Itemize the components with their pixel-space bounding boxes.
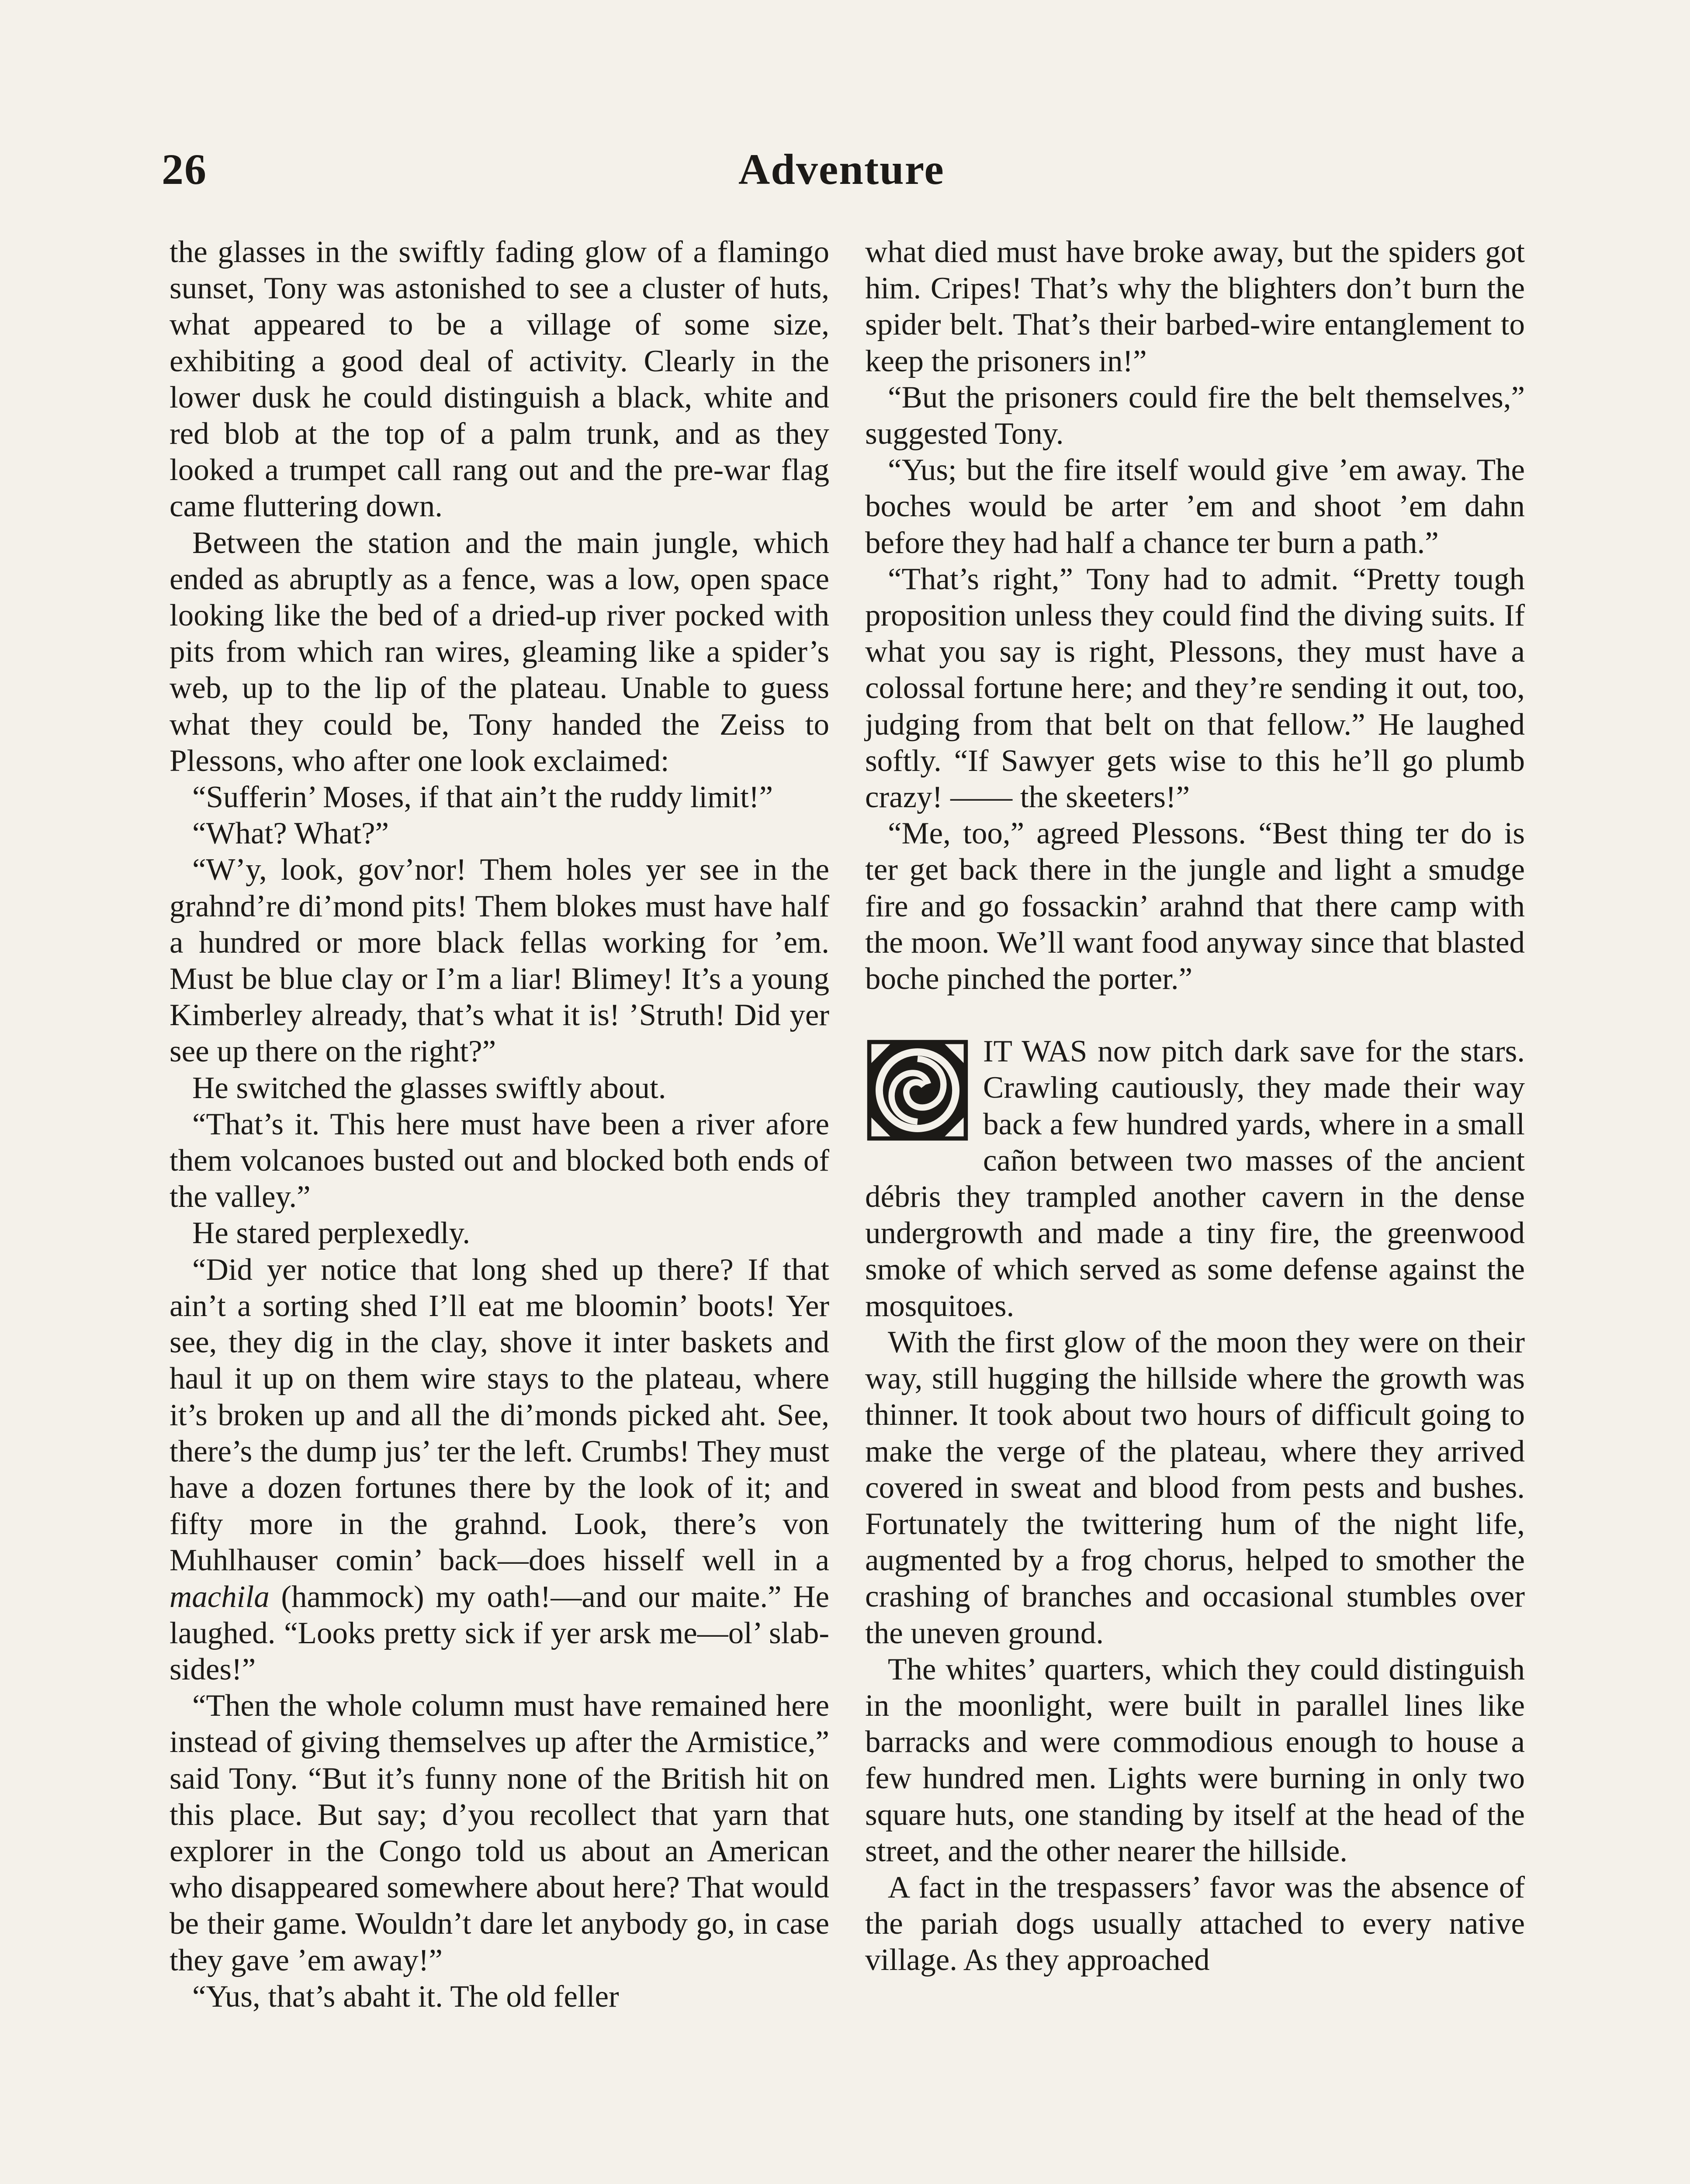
paragraph: the glasses in the swiftly fading glow of a flamingo sunset, Tony was astonished to see a cluster of huts, what appeared to be a village of some size, exhibiting a good deal of activity. Clearly in the lower dusk he could distinguish a black, white and red blob at the top of a palm trunk, and as they looked a trumpet call rang out and the pre-war flag came fluttering down.	[170, 235, 829, 524]
page-number: 26	[162, 145, 207, 194]
left-text-column	[170, 234, 829, 2015]
swirl-ornament-icon	[865, 1038, 970, 1143]
paragraph: A fact in the trespassers’ favor was the absence of the pariah dogs usually attached to every native village. As they approached	[865, 1870, 1525, 1977]
paragraph-text: IT WAS now pitch dark save for the stars. Crawling cautiously, they made their way back a few hundred yards, where in a small cañon between two masses of the ancient débris they trampled another cavern in the dense undergrowth and made a tiny fire, the greenwood smoke of which served as some defense against the mosquitoes.	[865, 1034, 1525, 1323]
paragraph: “That’s it. This here must have been a river afore them volcanoes busted out and blocked both ends of the valley.”	[170, 1107, 829, 1214]
paragraph: The whites’ quarters, which they could distinguish in the moonlight, were built in parallel lines like barracks and were commodious enough to house a few hundred men. Lights were burning in only two square huts, one standing by itself at the head of the street, and the other nearer the hillside.	[865, 1652, 1525, 1868]
paragraph: “Then the whole column must have remained here instead of giving themselves up after the Armistice,” said Tony. “But it’s funny none of the British hit on this place. But say; d’you recollect that yarn that explorer in the Congo told us about an American who disappeared somewhere about here? That would be their game. Wouldn’t dare let anybody go, in case they gave ’em away!”	[170, 1689, 829, 1977]
paragraph: With the first glow of the moon they were on their way, still hugging the hillside where the growth was thinner. It took about two hours of difficult going to make the verge of the plateau, where they arrived covered in sweat and blood from pests and bushes. Fortunately the twittering hum of the night life, augmented by a frog chorus, helped to smother the crashing of branches and occasional stumbles over the uneven ground.	[865, 1325, 1525, 1650]
italic-word: machila	[170, 1579, 270, 1614]
section-start-paragraph	[865, 1033, 1525, 1324]
paragraph: He switched the glasses swiftly about.	[192, 1071, 666, 1105]
paragraph: “Yus, that’s abaht it. The old feller	[192, 1979, 619, 2014]
paragraph: what died must have broke away, but the spiders got him. Cripes! That’s why the blighters don’t burn the spider belt. That’s their barbed-wire entanglement to keep the prisoners in!”	[865, 235, 1525, 378]
paragraph-text: “Did yer notice that long shed up there? If that ain’t a sorting shed I’ll eat me bloomin’ boots! Yer see, they dig in the clay, shove it inter baskets and haul it up on them wire stays to the plateau, where it’s broken up and all the di’monds picked aht. See, there’s the dump jus’ ter the left. Crumbs! They must have a dozen fortunes there by the look of it; and fifty more in the grahnd. Look, there’s von Muhlhauser comin’ back—does hisself well in a	[170, 1252, 829, 1578]
paragraph-text: (hammock) my oath!—and our maite.” He laughed. “Looks pretty sick if yer arsk me—ol’ slab-sides!”	[170, 1579, 829, 1686]
paragraph: He stared perplexedly.	[192, 1216, 471, 1251]
right-text-column	[865, 234, 1525, 1979]
paragraph: “Yus; but the fire itself would give ’em away. The boches would be arter ’em and shoot ’em dahn before they had half a chance ter burn a path.”	[865, 453, 1525, 560]
paragraph: “But the prisoners could fire the belt themselves,” suggested Tony.	[865, 380, 1525, 451]
paragraph: “W’y, look, gov’nor! Them holes yer see in the grahnd’re di’mond pits! Them blokes must have half a hundred or more black fellas working for ’em. Must be blue clay or I’m a liar! Blimey! It’s a young Kimberley already, that’s what it is! ’Struth! Did yer see up there on the right?”	[170, 853, 829, 1069]
paragraph: “What? What?”	[192, 816, 389, 851]
paragraph: “That’s right,” Tony had to admit. “Pretty tough proposition unless they could find the diving suits. If what you say is right, Plessons, they must have a colossal fortune here; and they’re sending it out, too, judging from that belt on that fellow.” He laughed softly. “If Sawyer gets wise to this he’ll go plumb crazy! —— the skeeters!”	[865, 562, 1525, 815]
paragraph: “Me, too,” agreed Plessons. “Best thing ter do is ter get back there in the jungle and light a smudge fire and go fossackin’ arahnd that there camp with the moon. We’ll want food anyway since that blasted boche pinched the porter.”	[865, 816, 1525, 996]
paragraph: “Sufferin’ Moses, if that ain’t the ruddy limit!”	[192, 780, 773, 815]
paragraph: Between the station and the main jungle, which ended as abruptly as a fence, was a low, open space looking like the bed of a dried-up river pocked with pits from which ran wires, gleaming like a spider’s web, up to the lip of the plateau. Unable to guess what they could be, Tony handed the Zeiss to Plessons, who after one look exclaimed:	[170, 525, 829, 778]
paragraph	[170, 1252, 829, 1688]
magazine-title: Adventure	[738, 145, 945, 194]
